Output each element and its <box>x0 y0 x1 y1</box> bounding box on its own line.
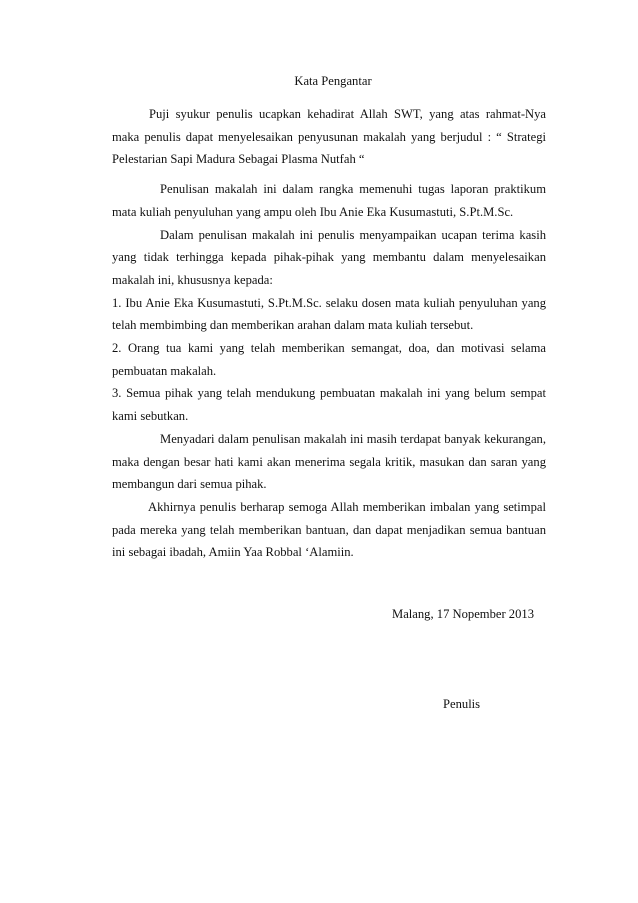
paragraph-opening: Puji syukur penulis ucapkan kehadirat Allah SWT, yang atas rahmat-Nya maka penulis dapat menyelesaikan penyusunan makalah yang berjudul : “ Strategi Pelestarian Sapi Madura Sebagai Plasma Nutfah “ <box>112 107 546 167</box>
page-title: Kata Pengantar <box>294 74 372 88</box>
list-item-thanks-3: 3. Semua pihak yang telah mendukung pembuatan makalah ini yang belum sempat kami sebutkan. <box>112 386 546 424</box>
paragraph-purpose: Penulisan makalah ini dalam rangka memenuhi tugas laporan praktikum mata kuliah penyuluhan yang ampu oleh Ibu Anie Eka Kusumastuti, S.Pt.M.Sc. <box>112 182 546 219</box>
place-date: Malang, 17 Nopember 2013 <box>392 607 534 621</box>
paragraph-shortcomings: Menyadari dalam penulisan makalah ini masih terdapat banyak kekurangan, maka dengan besar hati kami akan menerima segala kritik, masukan dan saran yang membangun dari semua pihak. <box>112 431 546 492</box>
list-item-thanks-2: 2. Orang tua kami yang telah memberikan semangat, doa, dan motivasi selama pembuatan makalah. <box>112 341 546 378</box>
document-body <box>112 103 546 564</box>
signature-name: Penulis <box>443 697 481 711</box>
paragraph-closing: Akhirnya penulis berharap semoga Allah memberikan imbalan yang setimpal pada mereka yang telah memberikan bantuan, dan dapat menjadikan semua bantuan ini sebagai ibadah, Amiin Yaa Robbal ‘Alamiin. <box>112 499 546 560</box>
paragraph-thanks: Dalam penulisan makalah ini penulis menyampaikan ucapan terima kasih yang tidak terhingga kepada pihak-pihak yang membantu dalam menyelesaikan makalah ini, khususnya kepada: <box>112 227 546 287</box>
list-item-thanks-1: 1. Ibu Anie Eka Kusumastuti, S.Pt.M.Sc. selaku dosen mata kuliah penyuluhan yang telah membimbing dan memberikan arahan dalam mata kuliah tersebut. <box>112 295 546 333</box>
